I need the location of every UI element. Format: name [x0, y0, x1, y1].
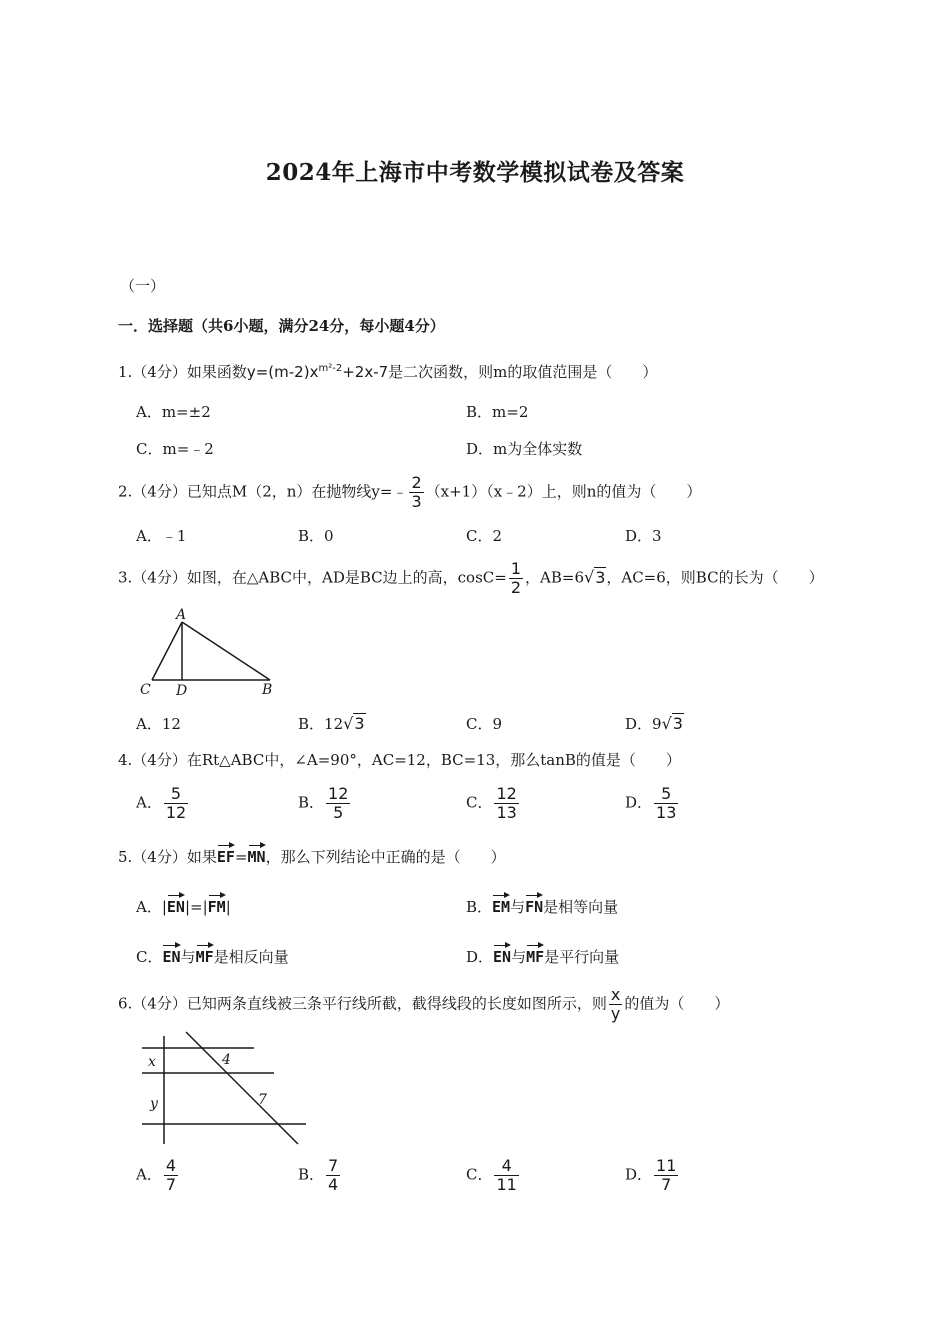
- q5-c-mid: 与: [180, 948, 196, 966]
- q6-c-num: 4: [501, 1156, 512, 1175]
- q5-option-c: [136, 943, 289, 967]
- q3-mid: ，AB=6: [525, 568, 584, 587]
- q4-option-b-fraction: [326, 785, 350, 822]
- q5-option-d: [466, 943, 619, 967]
- q1-prefix: 1.（4分）如果函数: [118, 363, 247, 381]
- q1-option-a: A．m=±2: [136, 403, 211, 421]
- q2-option-c: C．2: [466, 527, 503, 545]
- q6-option-d: [625, 1157, 680, 1194]
- q6-option-b: [298, 1157, 342, 1194]
- q5-d-vector-2: MF: [526, 943, 544, 967]
- q4-a-num: 5: [170, 784, 182, 803]
- q4-option-b: [298, 785, 352, 822]
- q6-label-4: 4: [222, 1052, 231, 1068]
- q6-option-b-label: B．: [298, 1165, 325, 1184]
- q4-d-num: 5: [661, 784, 672, 803]
- q6-b-den: 4: [328, 1175, 339, 1194]
- q5-b-end: 是相等向量: [543, 898, 619, 916]
- q5-b-vector-2: FN: [525, 893, 543, 917]
- q4-d-den: 13: [656, 803, 677, 822]
- q5-suffix: ，那么下列结论中正确的是（ ）: [265, 848, 506, 866]
- q6-a-den: 7: [165, 1175, 177, 1194]
- q1-option-b: B．m=2: [466, 403, 529, 421]
- q2-option-a: A．﹣1: [136, 527, 187, 545]
- q3-side-ac: [152, 622, 182, 680]
- q5-d-label: D．: [466, 948, 494, 966]
- q1-function: y=(m-2)x: [246, 363, 319, 381]
- q6-label-7: 7: [258, 1092, 267, 1108]
- q6-label-x: x: [148, 1054, 156, 1070]
- q2-prefix: 2.（4分）已知点M（2，n）在抛物线y=﹣: [118, 482, 408, 501]
- q5-b-label: B．: [466, 898, 493, 916]
- q1-exponent: m²-2: [318, 363, 343, 374]
- q6-option-c-label: C．: [466, 1165, 493, 1184]
- q6-option-d-label: D．: [625, 1165, 653, 1184]
- q3-option-b: [298, 714, 366, 734]
- q5-a-mid: |=|: [184, 898, 208, 916]
- question-5: [118, 843, 506, 867]
- q2-option-d: D．3: [625, 527, 662, 545]
- q6-label-y: y: [150, 1096, 158, 1112]
- question-4: 4.（4分）在Rt△ABC中，∠A=90°，AC=12，BC=13，那么tanB的值是（ ）: [118, 751, 681, 769]
- question-1: [118, 359, 657, 382]
- q3-suffix: ，AC=6，则BC的长为（ ）: [606, 568, 824, 587]
- q4-option-a-label: A．: [136, 793, 162, 812]
- q2-fraction: [409, 474, 423, 511]
- q6-option-a-fraction: [164, 1157, 178, 1194]
- q4-b-num: 12: [328, 784, 349, 803]
- q3-fraction: [509, 560, 523, 597]
- q1-option-c: C．m=﹣2: [136, 440, 214, 458]
- q1-option-d: D．m为全体实数: [466, 440, 583, 458]
- q3-label-a: A: [176, 608, 187, 623]
- q6-option-a: [136, 1157, 180, 1194]
- q6-b-num: 7: [328, 1156, 339, 1175]
- q6-option-a-label: A．: [136, 1165, 162, 1184]
- q6-option-d-fraction: [654, 1157, 678, 1194]
- q4-option-c: [466, 785, 521, 822]
- q3-option-d-radicand: 3: [672, 714, 683, 733]
- q6-prefix: 6.（4分）已知两条直线被三条平行线所截，截得线段的长度如图所示，则: [118, 994, 607, 1013]
- q3-side-ab: [182, 622, 270, 680]
- question-2: [118, 474, 701, 511]
- q5-c-end: 是相反向量: [213, 948, 289, 966]
- q4-b-den: 5: [333, 803, 344, 822]
- q3-option-d: [625, 714, 684, 734]
- q5-option-b: [466, 893, 618, 917]
- q6-fraction-den: y: [610, 1004, 621, 1023]
- q2-suffix: （x+1）（x﹣2）上，则n的值为（ ）: [425, 482, 702, 501]
- q3-label-d: D: [176, 683, 188, 699]
- q2-option-b: B．0: [298, 527, 334, 545]
- q6-option-c-fraction: [494, 1157, 518, 1194]
- q5-c-label: C．: [136, 948, 163, 966]
- q6-option-b-fraction: [326, 1157, 340, 1194]
- q3-option-d-sqrt: √3: [661, 714, 683, 733]
- question-3: [118, 560, 824, 597]
- q4-option-a-fraction: [164, 785, 188, 822]
- q5-equals: =: [234, 848, 248, 866]
- q3-sqrt: √3: [583, 567, 606, 587]
- exam-title: 2024年上海市中考数学模拟试卷及答案: [265, 159, 685, 186]
- q5-a-vector-2: FM: [208, 893, 226, 917]
- q3-fraction-den: 2: [510, 578, 522, 597]
- q3-label-b: B: [262, 682, 273, 698]
- q6-option-c: [466, 1157, 521, 1194]
- q4-a-den: 12: [165, 803, 187, 822]
- q2-fraction-num: 2: [411, 473, 422, 492]
- q2-fraction-den: 3: [411, 492, 422, 511]
- q3-triangle-figure: [130, 608, 290, 700]
- q6-fraction-num: x: [610, 985, 621, 1004]
- q4-option-a: [136, 785, 190, 822]
- q5-b-mid: 与: [510, 898, 526, 916]
- q5-a-vector-1: EN: [167, 893, 185, 917]
- q3-option-b-text: B．12: [298, 715, 344, 733]
- q5-a-end: |: [225, 898, 231, 916]
- q3-option-b-radicand: 3: [354, 714, 365, 733]
- q3-label-c: C: [140, 682, 151, 698]
- q4-c-num: 12: [496, 784, 517, 803]
- q3-sqrt-radicand: 3: [595, 567, 606, 587]
- q5-option-a: [136, 893, 231, 917]
- q3-prefix: 3.（4分）如图，在△ABC中，AD是BC边上的高，cosC=: [118, 568, 507, 587]
- q5-d-end: 是平行向量: [544, 948, 620, 966]
- q6-transversal-slanted: [186, 1032, 298, 1144]
- q5-d-mid: 与: [511, 948, 527, 966]
- question-6: [118, 986, 729, 1023]
- q3-option-b-sqrt: √3: [343, 714, 365, 733]
- q5-b-vector-1: EM: [492, 893, 510, 917]
- q4-option-c-fraction: [494, 785, 518, 822]
- q6-suffix: 的值为（ ）: [624, 994, 730, 1013]
- q6-a-num: 4: [165, 1156, 177, 1175]
- q5-c-vector-2: MF: [196, 943, 214, 967]
- q5-vector-mn: MN: [248, 843, 266, 867]
- q4-option-d-fraction: [654, 785, 678, 822]
- q3-option-c: C．9: [466, 715, 503, 733]
- q1-suffix: 是二次函数，则m的取值范围是（ ）: [388, 363, 658, 381]
- q1-function-tail: +2x-7: [342, 363, 389, 381]
- q5-a-label: A．|: [136, 898, 167, 916]
- section-heading: 一．选择题（共6小题，满分24分，每小题4分）: [118, 317, 445, 335]
- q5-c-vector-1: EN: [162, 943, 180, 967]
- part-label: （一）: [120, 277, 166, 295]
- q3-option-d-text: D．9: [625, 715, 662, 733]
- q4-option-b-label: B．: [298, 793, 325, 812]
- q6-d-num: 11: [656, 1156, 677, 1175]
- q5-vector-ef: EF: [217, 843, 235, 867]
- q3-fraction-num: 1: [510, 559, 522, 578]
- q3-option-a: A．12: [136, 715, 181, 733]
- q5-d-vector-1: EN: [493, 943, 511, 967]
- q6-parallel-lines-figure: [134, 1030, 310, 1148]
- q4-option-d: [625, 785, 680, 822]
- q6-d-den: 7: [661, 1175, 672, 1194]
- q4-c-den: 13: [496, 803, 517, 822]
- q5-prefix: 5.（4分）如果: [118, 848, 217, 866]
- q6-c-den: 11: [496, 1175, 517, 1194]
- q4-option-c-label: C．: [466, 793, 493, 812]
- q4-option-d-label: D．: [625, 793, 653, 812]
- q6-fraction: [609, 986, 622, 1023]
